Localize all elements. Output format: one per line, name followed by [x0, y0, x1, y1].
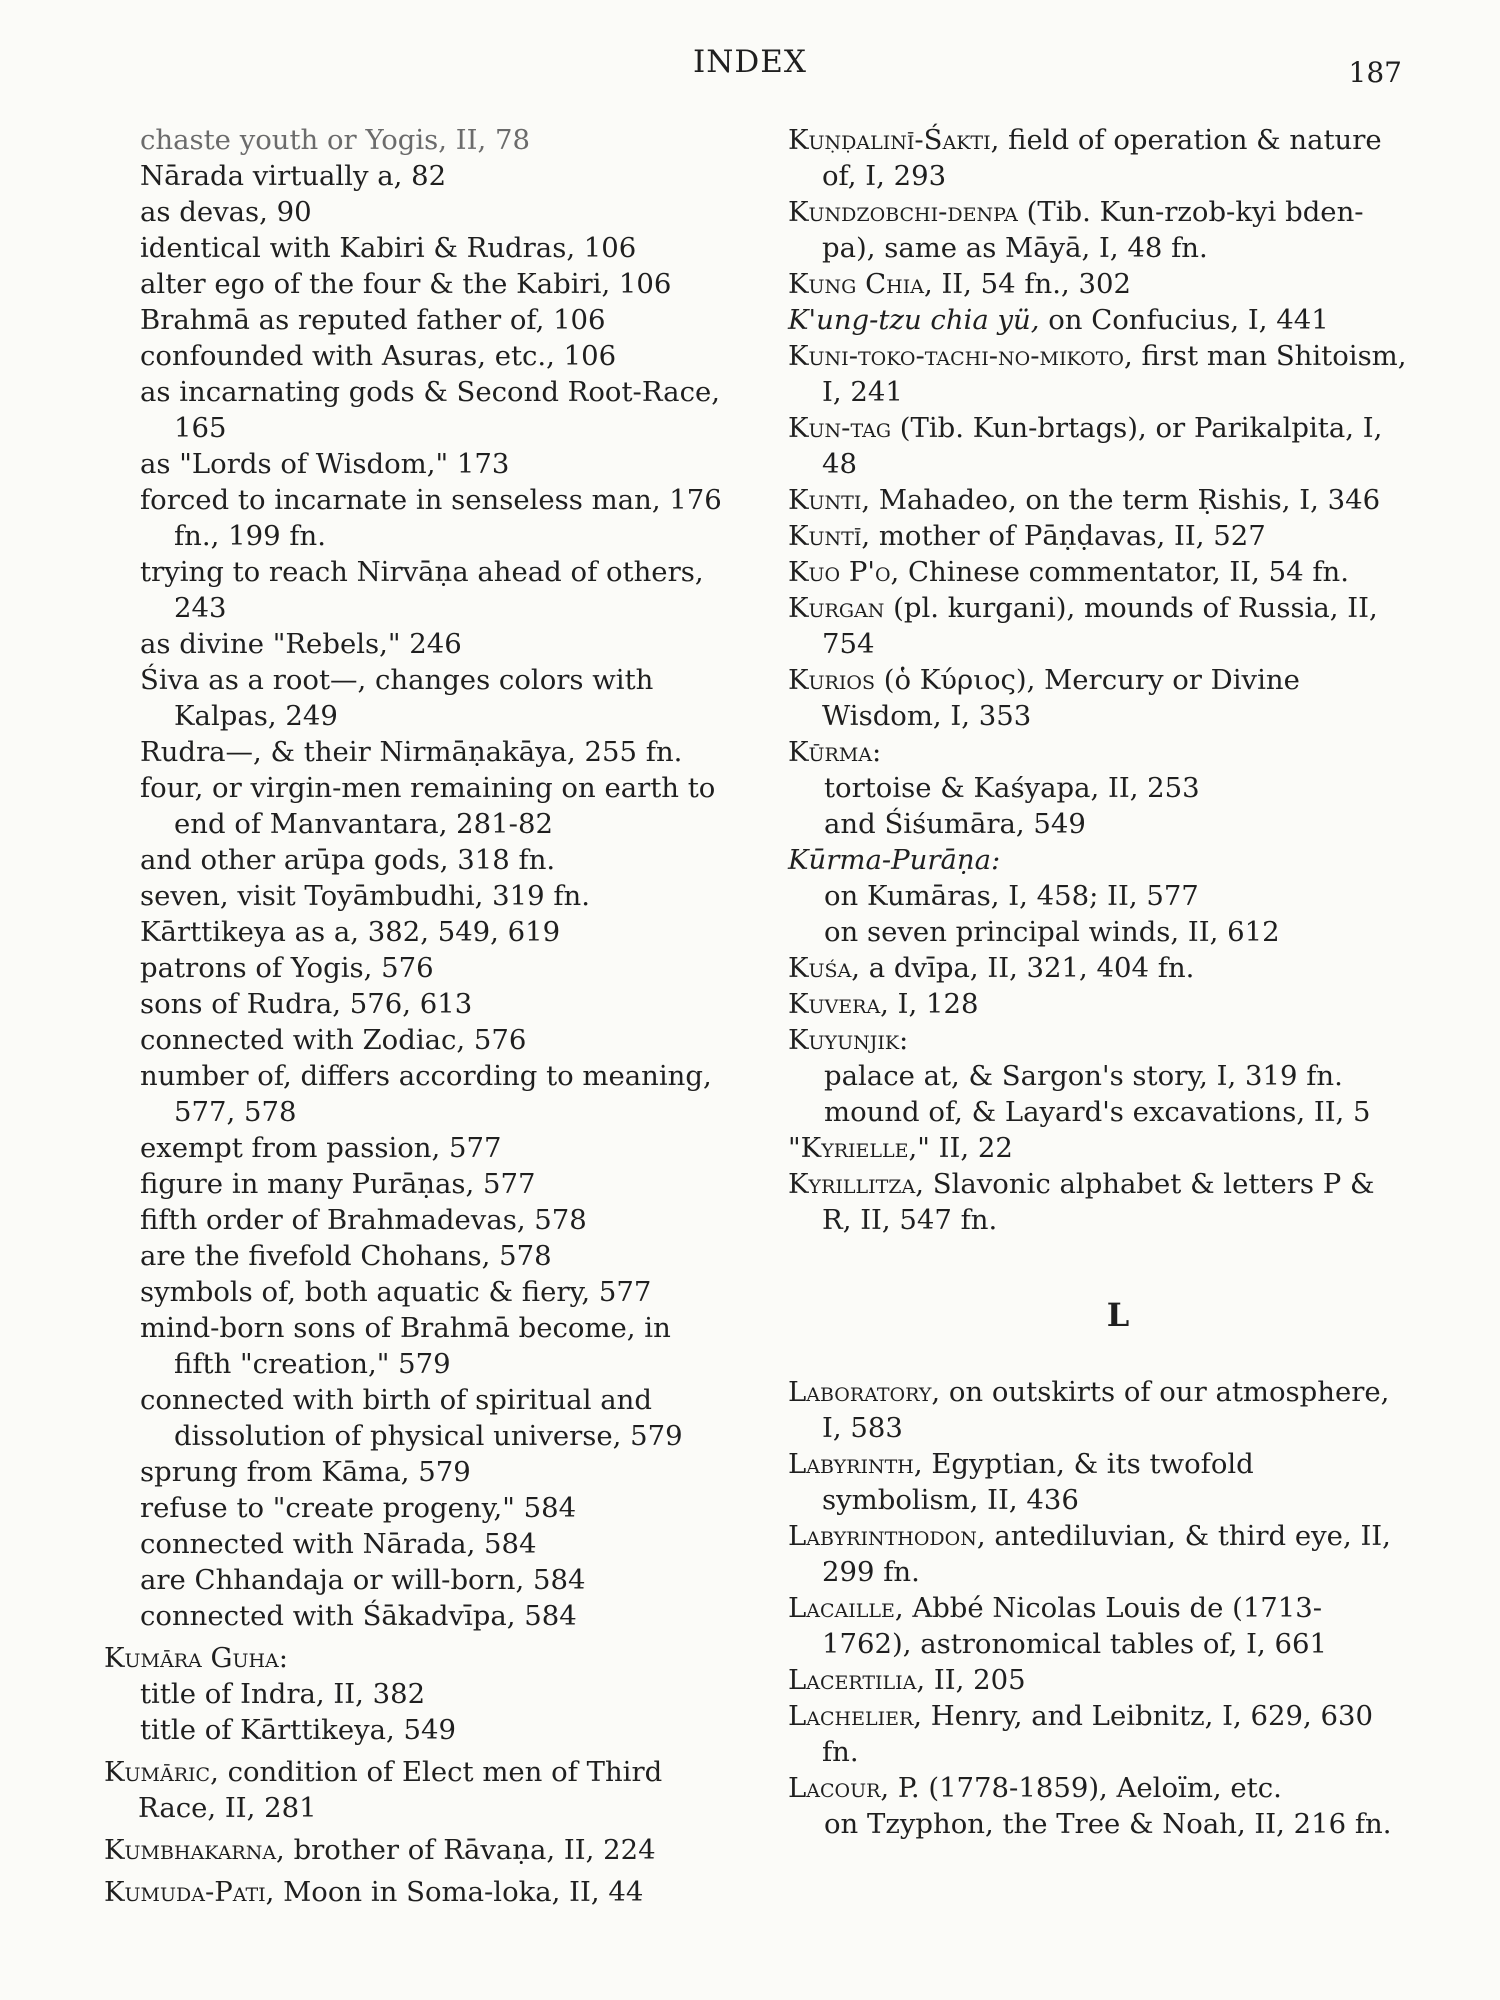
- index-subentry: title of Kārttikeya, 549: [140, 1714, 457, 1746]
- index-subentry: seven, visit Toyāmbudhi, 319 fn.: [140, 880, 590, 912]
- index-subentry: exempt from passion, 577: [140, 1132, 502, 1164]
- index-entry-kumaric: Kumāric, condition of Elect men of Third Race, II, 281: [104, 1756, 663, 1824]
- index-subentry: alter ego of the four & the Kabiri, 106: [140, 268, 672, 300]
- index-entry: Kurios (ὁ Κύριος), Mercury or Divine Wisdom, I, 353: [788, 664, 1300, 732]
- index-subentry: as "Lords of Wisdom," 173: [140, 448, 510, 480]
- index-subentry: identical with Kabiri & Rudras, 106: [140, 232, 637, 264]
- index-entry-kumuda-pati: Kumuda-Pati, Moon in Soma-loka, II, 44: [104, 1876, 644, 1908]
- index-entry: Labyrinth, Egyptian, & its twofold symbolism, II, 436: [788, 1448, 1254, 1516]
- index-subentry: on Tzyphon, the Tree & Noah, II, 216 fn.: [824, 1808, 1392, 1840]
- index-subentry: Brahmā as reputed father of, 106: [140, 304, 606, 336]
- index-subentry: tortoise & Kaśyapa, II, 253: [824, 772, 1200, 804]
- index-entry: Kūrma:: [788, 736, 882, 768]
- index-entry: Lacour, P. (1778-1859), Aeloïm, etc.: [788, 1772, 1282, 1804]
- left-column: [104, 122, 734, 1910]
- index-entry: Kuvera, I, 128: [788, 988, 979, 1020]
- index-subentry: on Kumāras, I, 458; II, 577: [824, 880, 1199, 912]
- index-subentry: figure in many Purāṇas, 577: [140, 1168, 536, 1200]
- index-entry: Kūrma-Purāṇa:: [788, 844, 1001, 876]
- index-entry: Kung Chia, II, 54 fn., 302: [788, 268, 1131, 300]
- index-entry: Kuntī, mother of Pāṇḍavas, II, 527: [788, 520, 1266, 552]
- index-entry: Kyrillitza, Slavonic alphabet & letters P & R, II, 547 fn.: [788, 1168, 1375, 1236]
- index-subentry: mound of, & Layard's excavations, II, 5: [824, 1096, 1371, 1128]
- index-entry: Lacaille, Abbé Nicolas Louis de (1713-1762), astronomical tables of, I, 661: [788, 1592, 1327, 1660]
- index-subentry: symbols of, both aquatic & fiery, 577: [140, 1276, 652, 1308]
- index-subentry: four, or virgin-men remaining on earth to end of Manvantara, 281-82: [140, 772, 716, 840]
- index-entry: Laboratory, on outskirts of our atmosphere, I, 583: [788, 1376, 1390, 1444]
- index-entry-kumbhakarna: Kumbhakarna, brother of Rāvaṇa, II, 224: [104, 1834, 656, 1866]
- index-subentry: Rudra—, & their Nirmāṇakāya, 255 fn.: [140, 736, 683, 768]
- index-subentry: sprung from Kāma, 579: [140, 1456, 471, 1488]
- index-subentry: connected with Śākadvīpa, 584: [140, 1600, 577, 1632]
- index-subentry: Kārttikeya as a, 382, 549, 619: [140, 916, 561, 948]
- index-entry: Kuyunjik:: [788, 1024, 909, 1056]
- index-entry: Kuśa, a dvīpa, II, 321, 404 fn.: [788, 952, 1195, 984]
- index-subentry: on seven principal winds, II, 612: [824, 916, 1280, 948]
- index-subentry: number of, differs according to meaning, 577, 578: [140, 1060, 712, 1128]
- index-entry: Labyrinthodon, antediluvian, & third eye, II, 299 fn.: [788, 1520, 1391, 1588]
- index-subentry: are Chhandaja or will-born, 584: [140, 1564, 586, 1596]
- index-subentry: refuse to "create progeny," 584: [140, 1492, 577, 1524]
- index-subentry: as devas, 90: [140, 196, 312, 228]
- section-letter: L: [1106, 1296, 1130, 1334]
- index-entry: Lacertilia, II, 205: [788, 1664, 1026, 1696]
- index-subentry: mind-born sons of Brahmā become, in fifth "creation," 579: [140, 1312, 671, 1380]
- index-entry: "Kyrielle," II, 22: [788, 1132, 1013, 1164]
- index-subentry: as divine "Rebels," 246: [140, 628, 462, 660]
- index-subentry: patrons of Yogis, 576: [140, 952, 434, 984]
- index-entry: Kurgan (pl. kurgani), mounds of Russia, II, 754: [788, 592, 1378, 660]
- index-subentry: Śiva as a root—, changes colors with Kalpas, 249: [140, 664, 654, 732]
- index-entry: Kun-tag (Tib. Kun-brtags), or Parikalpita, I, 48: [788, 412, 1383, 480]
- index-subentry: are the fivefold Chohans, 578: [140, 1240, 552, 1272]
- right-column: [788, 122, 1408, 1842]
- index-entry: Kundzobchi-denpa (Tib. Kun-rzob-kyi bden-pa), same as Māyā, I, 48 fn.: [788, 196, 1364, 264]
- index-subentry: trying to reach Nirvāṇa ahead of others, 243: [140, 556, 704, 624]
- index-subentry: confounded with Asuras, etc., 106: [140, 340, 617, 372]
- index-entry: Kuo P'o, Chinese commentator, II, 54 fn.: [788, 556, 1350, 588]
- index-subentry: chaste youth or Yogis, II, 78: [140, 124, 530, 156]
- index-subentry: connected with Nārada, 584: [140, 1528, 537, 1560]
- index-subentry: title of Indra, II, 382: [140, 1678, 426, 1710]
- index-entry-kumara-guha: Kumāra Guha:: [104, 1642, 289, 1674]
- index-entry: Kuni-toko-tachi-no-mikoto, first man Shitoism, I, 241: [788, 340, 1407, 408]
- index-subentry: sons of Rudra, 576, 613: [140, 988, 473, 1020]
- index-entry: Lachelier, Henry, and Leibnitz, I, 629, 630 fn.: [788, 1700, 1373, 1768]
- index-entry: K'ung-tzu chia yü, on Confucius, I, 441: [788, 304, 1329, 336]
- index-subentry: and Śiśumāra, 549: [824, 808, 1086, 840]
- page-number: 187: [1348, 56, 1402, 89]
- index-entry: Kunti, Mahadeo, on the term Ṛishis, I, 346: [788, 484, 1381, 516]
- index-subentry: and other arūpa gods, 318 fn.: [140, 844, 556, 876]
- index-subentry: connected with Zodiac, 576: [140, 1024, 527, 1056]
- index-subentry: Nārada virtually a, 82: [140, 160, 447, 192]
- index-subentry: connected with birth of spiritual and dissolution of physical universe, 579: [140, 1384, 683, 1452]
- index-entry: Kuṇḍalinī-Śakti, field of operation & nature of, I, 293: [788, 124, 1382, 192]
- index-subentry: palace at, & Sargon's story, I, 319 fn.: [824, 1060, 1343, 1092]
- index-subentry: forced to incarnate in senseless man, 176 fn., 199 fn.: [140, 484, 722, 552]
- index-subentry: fifth order of Brahmadevas, 578: [140, 1204, 587, 1236]
- index-subentry: as incarnating gods & Second Root-Race, 165: [140, 376, 720, 444]
- page-title: INDEX: [693, 44, 807, 80]
